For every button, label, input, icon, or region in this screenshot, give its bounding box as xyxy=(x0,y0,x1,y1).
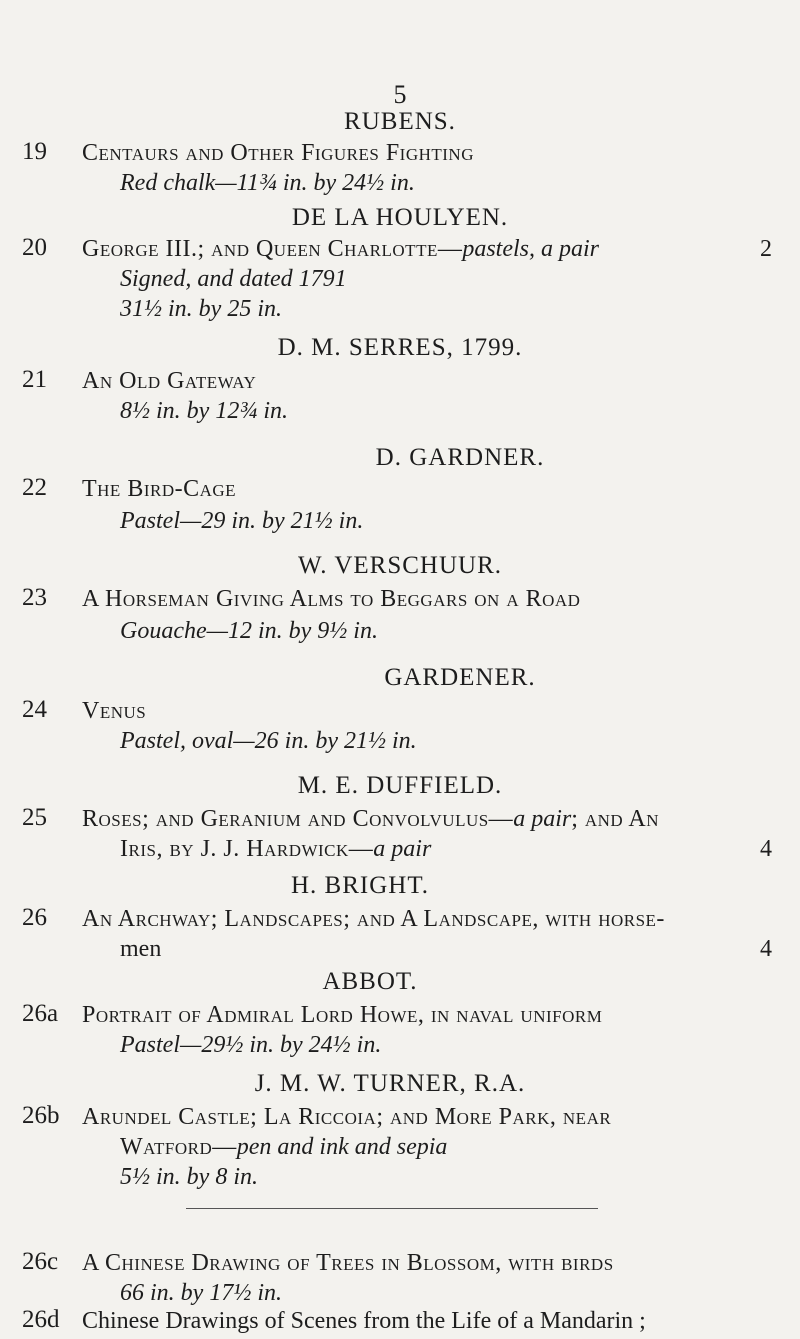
divider xyxy=(186,1208,598,1209)
lot-detail: Gouache—12 in. by 9½ in. xyxy=(120,618,378,644)
artist-heading: W. VERSCHUUR. xyxy=(297,552,502,579)
lot-title: A Chinese Drawing of Trees in Blossom, with birds xyxy=(82,1250,614,1276)
lot-number: 25 xyxy=(22,804,47,831)
artist-heading: H. BRIGHT. xyxy=(290,872,429,899)
lot-detail: Signed, and dated 1791 xyxy=(120,266,347,292)
lot-title: A Horseman Giving Alms to Beggars on a Road xyxy=(82,586,581,612)
lot-title-continued: men xyxy=(120,936,162,962)
lot-number: 20 xyxy=(22,234,47,261)
lot-title: Centaurs and Other Figures Fighting xyxy=(82,140,474,166)
lot-detail: 66 in. by 17½ in. xyxy=(120,1280,282,1306)
lot-title: Chinese Drawings of Scenes from the Life of a Mandarin ; xyxy=(82,1308,646,1334)
lot-number: 21 xyxy=(22,366,47,393)
lot-number: 23 xyxy=(22,584,47,611)
artist-heading: D. M. SERRES, 1799. xyxy=(277,334,523,361)
lot-number: 26 xyxy=(22,904,47,931)
lot-quantity: 4 xyxy=(760,836,772,862)
lot-detail: Red chalk—11¾ in. by 24½ in. xyxy=(120,170,415,196)
lot-number: 22 xyxy=(22,474,47,501)
lot-title-continued: Iris, by J. J. Hardwick—a pair xyxy=(120,836,432,862)
lot-number: 26d xyxy=(22,1306,60,1333)
artist-heading: J. M. W. TURNER, R.A. xyxy=(254,1070,526,1097)
lot-title: Venus xyxy=(82,698,147,724)
lot-detail: Pastel—29½ in. by 24½ in. xyxy=(120,1032,382,1058)
lot-number: 24 xyxy=(22,696,47,723)
lot-title-continued: Watford—pen and ink and sepia xyxy=(120,1134,448,1160)
lot-number: 26a xyxy=(22,1000,59,1027)
lot-title: Roses; and Geranium and Convolvulus—a pair; and An xyxy=(82,806,659,832)
lot-title: George III.; and Queen Charlotte—pastels, a pair xyxy=(82,236,600,262)
artist-heading: GARDENER. xyxy=(384,664,536,691)
lot-number: 19 xyxy=(22,138,47,165)
lot-number: 26c xyxy=(22,1248,59,1275)
artist-heading: ABBOT. xyxy=(322,968,418,995)
artist-heading: DE LA HOULYEN. xyxy=(291,204,509,231)
lot-quantity: 4 xyxy=(760,936,772,962)
lot-quantity: 2 xyxy=(760,236,772,262)
artist-heading: D. GARDNER. xyxy=(375,444,545,471)
lot-title: The Bird-Cage xyxy=(82,476,237,502)
lot-detail: Pastel, oval—26 in. by 21½ in. xyxy=(120,728,417,754)
lot-title: Arundel Castle; La Riccoia; and More Park, near xyxy=(82,1104,612,1130)
lot-number: 26b xyxy=(22,1102,60,1129)
lot-title: An Old Gateway xyxy=(82,368,257,394)
lot-detail: 8½ in. by 12¾ in. xyxy=(120,398,288,424)
page-number: 5 xyxy=(393,80,407,109)
lot-detail: 5½ in. by 8 in. xyxy=(120,1164,258,1190)
lot-size: 31½ in. by 25 in. xyxy=(120,296,282,322)
artist-heading: M. E. DUFFIELD. xyxy=(297,772,503,799)
lot-title: Portrait of Admiral Lord Howe, in naval uniform xyxy=(82,1002,603,1028)
lot-title: An Archway; Landscapes; and A Landscape, with horse- xyxy=(82,906,665,932)
artist-heading: RUBENS. xyxy=(344,108,456,135)
lot-detail: Pastel—29 in. by 21½ in. xyxy=(120,508,364,534)
